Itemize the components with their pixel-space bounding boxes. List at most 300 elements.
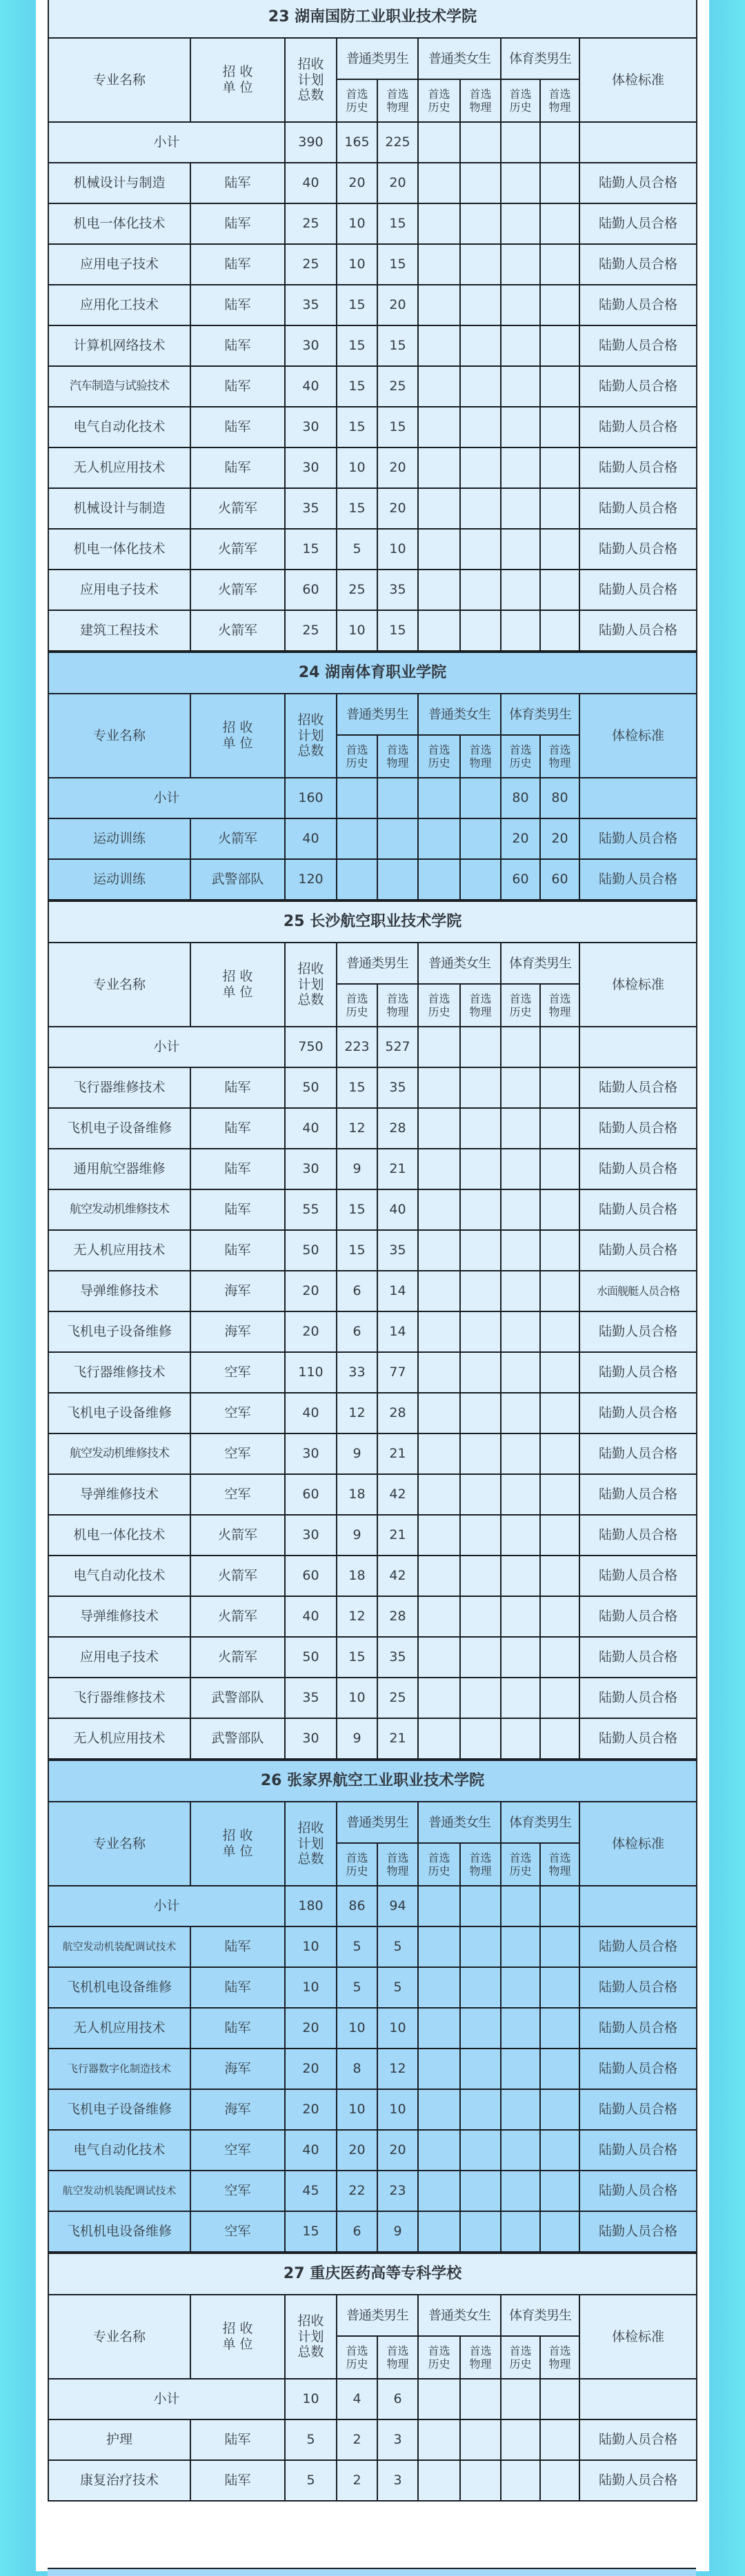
male-general-physics: 25 [377,1678,418,1718]
female-general-physics [460,244,501,285]
subtotal-label: 小计 [48,778,285,818]
table-row [48,163,697,203]
male-sports-history: 60 [501,859,540,900]
female-general-history [418,1352,460,1393]
male-general-physics: 15 [377,407,418,447]
subtotal-female-physics [460,122,501,163]
subtotal-total: 160 [285,778,337,818]
table-row [48,366,697,407]
subtotal-sports-history [501,122,540,163]
male-sports-history [501,285,540,325]
major-name: 应用化工技术 [48,285,190,325]
female-general-history [418,1967,460,2008]
subtotal-standard [579,778,697,818]
male-general-physics: 35 [377,1230,418,1271]
subtotal-female-history [418,778,460,818]
male-general-physics: 15 [377,203,418,244]
major-name: 飞机机电设备维修 [48,2211,190,2252]
header-sub-physics: 首选 物理 [540,79,579,122]
subtotal-male-physics: 6 [377,2379,418,2419]
recruit-unit: 陆军 [190,1149,285,1189]
female-general-physics [460,2211,501,2252]
female-general-physics [460,1189,501,1230]
male-general-history: 15 [337,325,377,366]
physical-standard: 陆勤人员合格 [579,2130,697,2171]
female-general-physics [460,285,501,325]
male-sports-history [501,2130,540,2171]
male-sports-history [501,1352,540,1393]
major-name: 机电一体化技术 [48,203,190,244]
female-general-history [418,1474,460,1515]
female-general-history [418,1230,460,1271]
table-row [48,1067,697,1108]
table-row [48,1515,697,1556]
male-general-physics: 21 [377,1515,418,1556]
male-sports-physics [540,1556,579,1596]
table-row [48,1678,697,1718]
female-general-history [418,1311,460,1352]
header-group-male-sports: 体育类男生 [501,1802,579,1843]
header-group-female-general: 普通类女生 [418,38,501,79]
male-general-history [337,818,377,859]
female-general-physics [460,163,501,203]
female-general-history [418,1637,460,1678]
major-name: 汽车制造与试验技术 [48,366,190,407]
major-name: 飞机电子设备维修 [48,1393,190,1433]
female-general-history [418,2008,460,2049]
header-group-male-sports: 体育类男生 [501,2295,579,2336]
male-sports-history [501,1067,540,1108]
male-sports-physics [540,1108,579,1149]
physical-standard: 陆勤人员合格 [579,1230,697,1271]
male-sports-history [501,1556,540,1596]
recruit-unit: 火箭军 [190,610,285,651]
female-general-physics [460,1926,501,1967]
male-sports-history [501,203,540,244]
male-general-physics: 5 [377,1926,418,1967]
plan-total: 30 [285,407,337,447]
header-group-male-general: 普通类男生 [337,943,418,984]
major-name: 应用电子技术 [48,570,190,610]
female-general-history [418,2089,460,2130]
next-section-edge [48,2568,696,2576]
major-name: 飞机机电设备维修 [48,1967,190,2008]
male-general-history: 2 [337,2460,377,2501]
subtotal-sports-physics [540,1886,579,1926]
header-physical-standard: 体检标准 [579,694,697,778]
major-name: 航空发动机装配调试技术 [48,2171,190,2211]
header-sub-physics: 首选 物理 [460,1843,501,1886]
school-section [48,2253,697,2502]
male-sports-physics [540,529,579,570]
male-sports-history [501,163,540,203]
male-general-physics: 5 [377,1967,418,2008]
male-sports-history [501,1474,540,1515]
male-general-history: 22 [337,2171,377,2211]
subtotal-total: 180 [285,1886,337,1926]
male-general-history: 6 [337,1271,377,1311]
male-general-history: 9 [337,1433,377,1474]
plan-total: 25 [285,203,337,244]
male-general-physics: 15 [377,325,418,366]
male-general-history: 12 [337,1596,377,1637]
female-general-physics [460,2049,501,2089]
male-sports-physics [540,2460,579,2501]
male-general-physics: 3 [377,2460,418,2501]
male-sports-physics [540,1393,579,1433]
physical-standard: 陆勤人员合格 [579,1596,697,1637]
header-total-plan: 招收 计划 总数 [285,694,337,778]
male-sports-history [501,407,540,447]
male-sports-physics [540,2008,579,2049]
header-major: 专业名称 [48,38,190,122]
plan-total: 40 [285,1393,337,1433]
major-name: 康复治疗技术 [48,2460,190,2501]
physical-standard: 陆勤人员合格 [579,610,697,651]
female-general-physics [460,1352,501,1393]
male-general-history: 25 [337,570,377,610]
male-general-history: 15 [337,366,377,407]
subtotal-male-history: 4 [337,2379,377,2419]
male-sports-history [501,1271,540,1311]
recruit-unit: 火箭军 [190,488,285,529]
female-general-physics [460,1230,501,1271]
male-sports-physics [540,1311,579,1352]
physical-standard: 陆勤人员合格 [579,2211,697,2252]
table-row [48,1556,697,1596]
school-title: 24 湖南体育职业学院 [48,652,697,694]
male-general-physics: 12 [377,2049,418,2089]
header-sub-physics: 首选 物理 [460,984,501,1027]
male-sports-history: 20 [501,818,540,859]
subtotal-female-history [418,1027,460,1067]
male-general-physics: 42 [377,1556,418,1596]
physical-standard: 陆勤人员合格 [579,285,697,325]
male-general-physics: 14 [377,1311,418,1352]
male-general-physics: 35 [377,1067,418,1108]
physical-standard: 陆勤人员合格 [579,1967,697,2008]
female-general-physics [460,2171,501,2211]
male-sports-history [501,1311,540,1352]
male-general-history: 5 [337,1926,377,1967]
header-group-male-sports: 体育类男生 [501,694,579,735]
male-general-history: 18 [337,1474,377,1515]
plan-total: 120 [285,859,337,900]
plan-total: 5 [285,2460,337,2501]
subtotal-male-history: 223 [337,1027,377,1067]
male-general-physics: 35 [377,570,418,610]
male-general-history: 9 [337,1515,377,1556]
table-row [48,570,697,610]
major-name: 通用航空器维修 [48,1149,190,1189]
female-general-physics [460,2460,501,2501]
table-row [48,203,697,244]
header-sub-physics: 首选 物理 [460,79,501,122]
male-sports-history [501,1637,540,1678]
male-sports-history [501,1926,540,1967]
header-group-male-general: 普通类男生 [337,1802,418,1843]
table-row [48,285,697,325]
physical-standard: 陆勤人员合格 [579,1926,697,1967]
table-row [48,1230,697,1271]
subtotal-sports-history [501,2379,540,2419]
male-general-physics: 21 [377,1433,418,1474]
recruit-unit: 陆军 [190,1067,285,1108]
female-general-physics [460,570,501,610]
plan-total: 35 [285,488,337,529]
male-sports-physics [540,366,579,407]
plan-total: 60 [285,1556,337,1596]
recruit-unit: 陆军 [190,244,285,285]
female-general-history [418,859,460,900]
subtotal-row [48,2379,697,2419]
plan-total: 40 [285,1108,337,1149]
physical-standard: 陆勤人员合格 [579,1352,697,1393]
male-sports-physics [540,1474,579,1515]
header-total-plan: 招收 计划 总数 [285,1802,337,1886]
major-name: 飞行器维修技术 [48,1067,190,1108]
female-general-history [418,2419,460,2460]
male-general-history: 9 [337,1149,377,1189]
major-name: 运动训练 [48,818,190,859]
subtotal-male-history [337,778,377,818]
female-general-history [418,163,460,203]
male-general-physics: 23 [377,2171,418,2211]
plan-total: 25 [285,610,337,651]
plan-total: 5 [285,2419,337,2460]
school-title: 27 重庆医药高等专科学校 [48,2253,697,2295]
female-general-physics [460,1149,501,1189]
female-general-physics [460,1967,501,2008]
male-sports-history [501,1718,540,1759]
female-general-history [418,407,460,447]
male-general-physics [377,859,418,900]
subtotal-female-physics [460,2379,501,2419]
header-major: 专业名称 [48,2295,190,2379]
recruit-unit: 火箭军 [190,529,285,570]
female-general-physics [460,1637,501,1678]
physical-standard: 陆勤人员合格 [579,570,697,610]
header-total-plan: 招收 计划 总数 [285,943,337,1027]
male-general-history: 10 [337,203,377,244]
recruit-unit: 海军 [190,1271,285,1311]
male-general-history: 12 [337,1108,377,1149]
male-sports-physics [540,1515,579,1556]
plan-total: 30 [285,447,337,488]
recruit-unit: 火箭军 [190,1596,285,1637]
male-sports-physics [540,1926,579,1967]
subtotal-sports-history [501,1027,540,1067]
female-general-physics [460,1556,501,1596]
plan-total: 40 [285,1596,337,1637]
table-row [48,1311,697,1352]
female-general-history [418,529,460,570]
recruit-unit: 空军 [190,2171,285,2211]
header-physical-standard: 体检标准 [579,943,697,1027]
header-sub-physics: 首选 物理 [377,2336,418,2379]
header-total-plan: 招收 计划 总数 [285,2295,337,2379]
major-name: 建筑工程技术 [48,610,190,651]
male-general-history: 5 [337,529,377,570]
male-general-history: 15 [337,285,377,325]
subtotal-total: 390 [285,122,337,163]
female-general-physics [460,1515,501,1556]
table-row [48,2049,697,2089]
physical-standard: 陆勤人员合格 [579,2089,697,2130]
male-sports-physics [540,2089,579,2130]
male-sports-history [501,2419,540,2460]
female-general-history [418,2171,460,2211]
male-sports-history [501,1967,540,2008]
major-name: 无人机应用技术 [48,1230,190,1271]
physical-standard: 陆勤人员合格 [579,529,697,570]
header-sub-physics: 首选 物理 [377,79,418,122]
plan-total: 30 [285,1433,337,1474]
physical-standard: 陆勤人员合格 [579,1311,697,1352]
male-sports-history [501,2089,540,2130]
header-sub-physics: 首选 物理 [460,2336,501,2379]
physical-standard: 陆勤人员合格 [579,1718,697,1759]
male-sports-physics [540,1967,579,2008]
recruit-unit: 陆军 [190,1926,285,1967]
male-sports-physics [540,1230,579,1271]
male-sports-history [501,2211,540,2252]
recruit-unit: 陆军 [190,285,285,325]
plan-total: 35 [285,1678,337,1718]
major-name: 导弹维修技术 [48,1596,190,1637]
male-general-physics: 20 [377,447,418,488]
table-row [48,2419,697,2460]
subtotal-sports-history: 80 [501,778,540,818]
female-general-physics [460,325,501,366]
plan-total: 10 [285,1967,337,2008]
recruit-unit: 空军 [190,2130,285,2171]
male-general-physics: 14 [377,1271,418,1311]
plan-total: 110 [285,1352,337,1393]
male-general-physics: 15 [377,244,418,285]
plan-total: 30 [285,325,337,366]
recruit-unit: 海军 [190,2049,285,2089]
plan-total: 40 [285,163,337,203]
physical-standard: 陆勤人员合格 [579,1393,697,1433]
physical-standard: 陆勤人员合格 [579,244,697,285]
female-general-history [418,570,460,610]
header-sub-physics: 首选 物理 [377,1843,418,1886]
plan-total: 35 [285,285,337,325]
header-group-female-general: 普通类女生 [418,694,501,735]
male-general-history: 15 [337,407,377,447]
female-general-history [418,1556,460,1596]
plan-total: 25 [285,244,337,285]
male-general-physics: 20 [377,2130,418,2171]
male-sports-physics [540,570,579,610]
female-general-physics [460,1474,501,1515]
plan-total: 30 [285,1149,337,1189]
plan-total: 20 [285,1311,337,1352]
header-unit: 招 收 单 位 [190,943,285,1027]
subtotal-male-history: 86 [337,1886,377,1926]
recruit-unit: 空军 [190,1474,285,1515]
plan-total: 50 [285,1067,337,1108]
female-general-history [418,610,460,651]
table-row [48,1474,697,1515]
physical-standard: 陆勤人员合格 [579,1149,697,1189]
male-sports-physics [540,1271,579,1311]
header-group-male-sports: 体育类男生 [501,38,579,79]
recruit-unit: 火箭军 [190,1637,285,1678]
school-title: 26 张家界航空工业职业技术学院 [48,1760,697,1802]
table-row [48,1271,697,1311]
male-sports-physics [540,1637,579,1678]
header-sub-history: 首选 历史 [418,735,460,778]
table-row [48,2130,697,2171]
female-general-history [418,1926,460,1967]
plan-total: 45 [285,2171,337,2211]
female-general-history [418,2049,460,2089]
male-general-history: 10 [337,2008,377,2049]
table-row [48,407,697,447]
female-general-history [418,1271,460,1311]
female-general-history [418,1149,460,1189]
male-sports-physics [540,447,579,488]
major-name: 飞行器数字化制造技术 [48,2049,190,2089]
male-sports-history [501,2460,540,2501]
female-general-physics [460,1108,501,1149]
female-general-history [418,1189,460,1230]
male-sports-history [501,1515,540,1556]
header-sub-history: 首选 历史 [337,1843,377,1886]
table-row [48,488,697,529]
major-name: 计算机网络技术 [48,325,190,366]
female-general-physics [460,1393,501,1433]
physical-standard: 陆勤人员合格 [579,2419,697,2460]
physical-standard: 陆勤人员合格 [579,447,697,488]
table-row [48,610,697,651]
subtotal-male-physics: 94 [377,1886,418,1926]
major-name: 航空发动机维修技术 [48,1189,190,1230]
male-sports-history [501,325,540,366]
header-unit: 招 收 单 位 [190,1802,285,1886]
male-general-history: 15 [337,1637,377,1678]
major-name: 飞机电子设备维修 [48,2089,190,2130]
table-row [48,2008,697,2049]
subtotal-standard [579,1886,697,1926]
recruit-unit: 空军 [190,2211,285,2252]
subtotal-standard [579,2379,697,2419]
plan-total: 15 [285,529,337,570]
subtotal-total: 750 [285,1027,337,1067]
header-sub-history: 首选 历史 [501,2336,540,2379]
male-general-history: 6 [337,1311,377,1352]
header-unit: 招 收 单 位 [190,694,285,778]
school-section [48,0,697,652]
major-name: 护理 [48,2419,190,2460]
header-physical-standard: 体检标准 [579,1802,697,1886]
recruit-unit: 火箭军 [190,1556,285,1596]
plan-total: 20 [285,2089,337,2130]
female-general-physics [460,859,501,900]
male-sports-physics [540,2049,579,2089]
male-general-physics: 10 [377,2008,418,2049]
recruit-unit: 陆军 [190,2008,285,2049]
subtotal-row [48,1027,697,1067]
male-sports-physics [540,1189,579,1230]
recruit-unit: 火箭军 [190,818,285,859]
major-name: 航空发动机维修技术 [48,1433,190,1474]
table-row [48,2089,697,2130]
female-general-history [418,818,460,859]
subtotal-female-history [418,1886,460,1926]
